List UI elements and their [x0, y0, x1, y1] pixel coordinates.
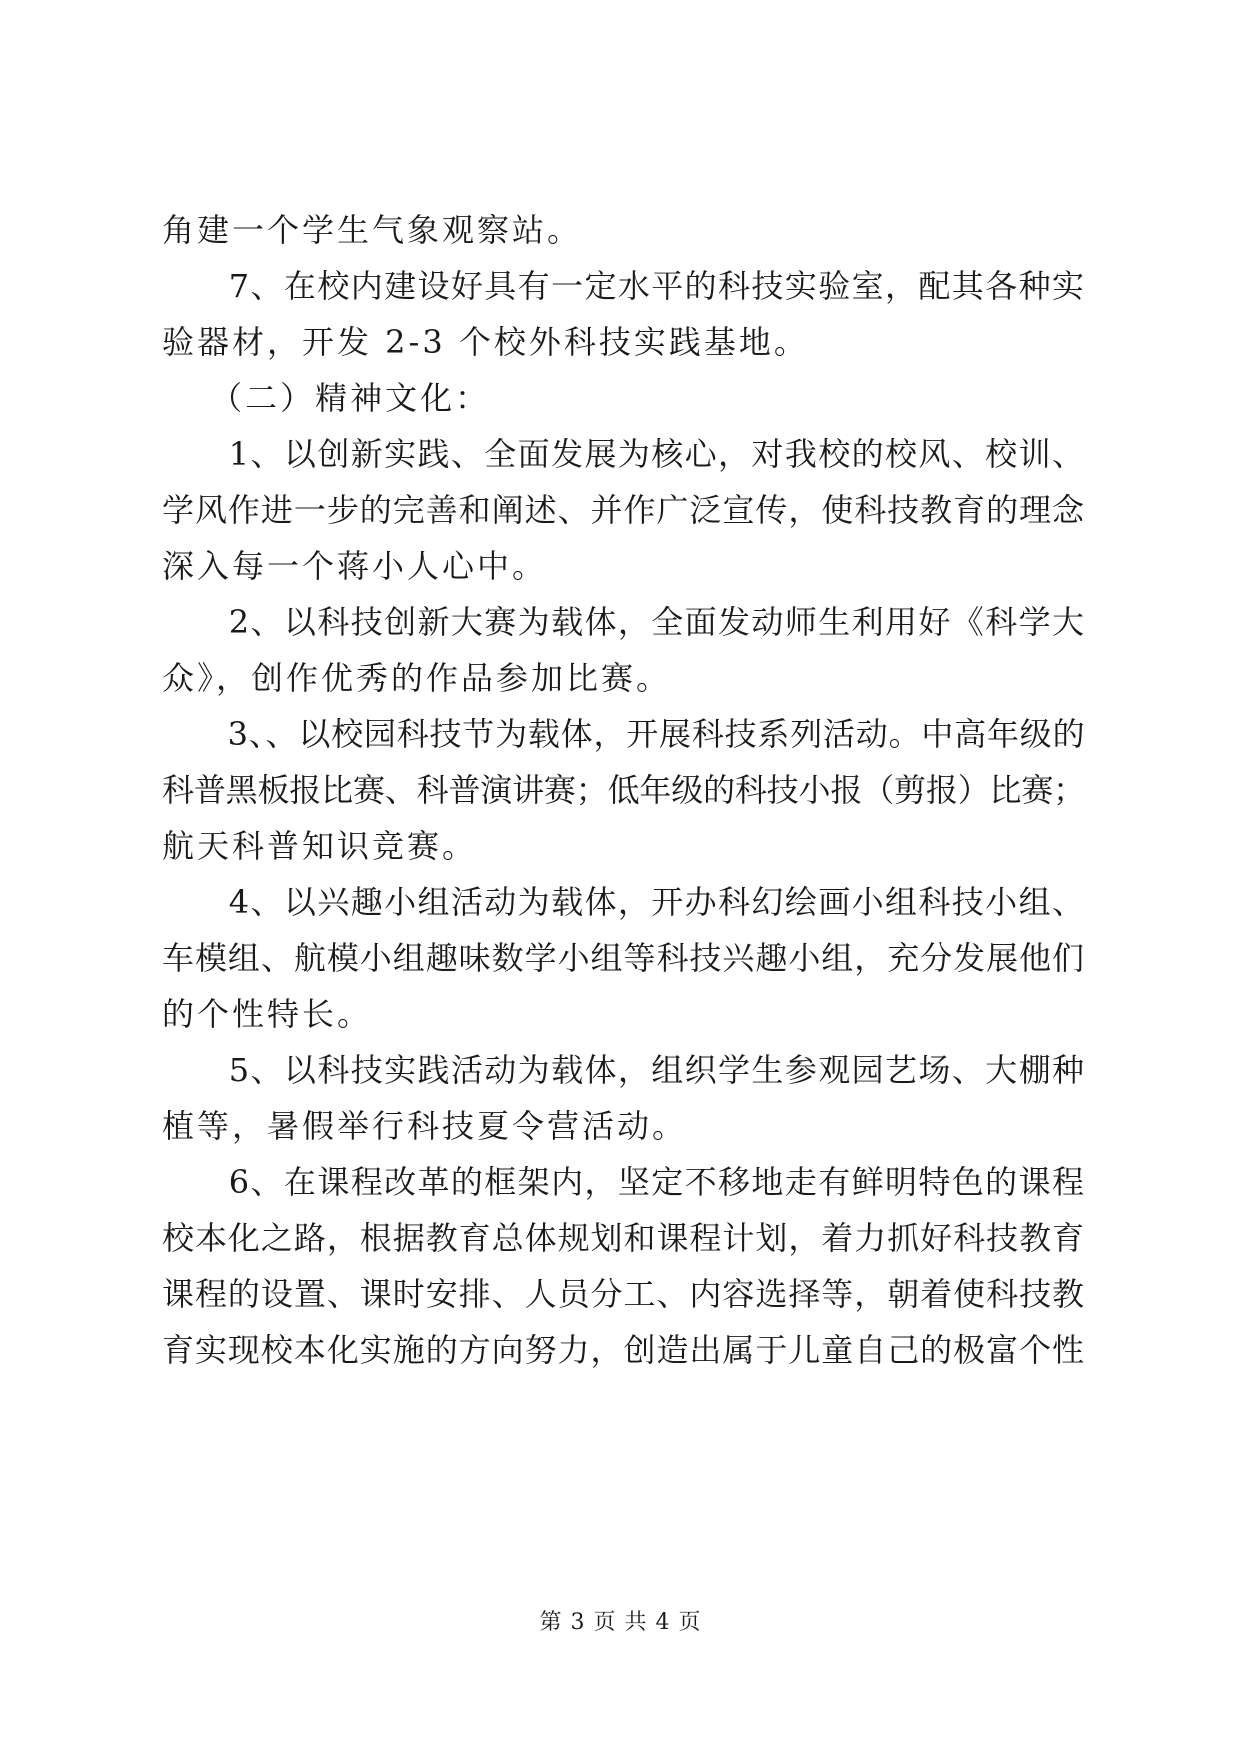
text-line-1: 角建一个学生气象观察站。: [162, 211, 583, 249]
text-line-7: 深入每一个蒋小人心中。: [162, 547, 548, 585]
text-line-10: 3、、以校园科技节为载体，开展科技系列活动。中高年级的: [162, 715, 1086, 753]
text-line-20: 课程的设置、课时安排、人员分工、内容选择等，朝着使科技教: [162, 1275, 1086, 1313]
page-number-footer: 第 3 页 共 4 页: [539, 1610, 702, 1635]
text-line-8: 2、以科技创新大赛为载体，全面发动师生利用好《科学大: [162, 603, 1086, 641]
section-heading: （二）精神文化：: [162, 379, 491, 417]
text-line-19: 校本化之路，根据教育总体规划和课程计划，着力抓好科技教育: [162, 1219, 1086, 1257]
text-line-18: 6、在课程改革的框架内，坚定不移地走有鲜明特色的课程: [162, 1163, 1086, 1201]
text-line-2: 7、在校内建设好具有一定水平的科技实验室，配其各种实: [162, 267, 1086, 305]
text-line-14: 车模组、航模小组趣味数学小组等科技兴趣小组，充分发展他们: [162, 939, 1086, 977]
text-line-15: 的个性特长。: [162, 995, 373, 1033]
text-line-6: 学风作进一步的完善和阐述、并作广泛宣传，使科技教育的理念: [162, 491, 1086, 529]
text-line-21: 育实现校本化实施的方向努力，创造出属于儿童自己的极富个性: [162, 1331, 1086, 1369]
text-line-11: 科普黑板报比赛、科普演讲赛；低年级的科技小报（剪报）比赛；: [162, 771, 1086, 809]
text-line-5: 1、以创新实践、全面发展为核心，对我校的校风、校训、: [162, 435, 1086, 473]
text-line-13: 4、以兴趣小组活动为载体，开办科幻绘画小组科技小组、: [162, 883, 1086, 921]
text-line-16: 5、以科技实践活动为载体，组织学生参观园艺场、大棚种: [162, 1051, 1086, 1089]
text-line-9: 众》，创作优秀的作品参加比赛。: [162, 659, 672, 697]
text-line-12: 航天科普知识竞赛。: [162, 827, 478, 865]
text-line-17: 植等，暑假举行科技夏令营活动。: [162, 1107, 688, 1145]
text-line-3: 验器材，开发 2-3 个校外科技实践基地。: [162, 323, 809, 361]
